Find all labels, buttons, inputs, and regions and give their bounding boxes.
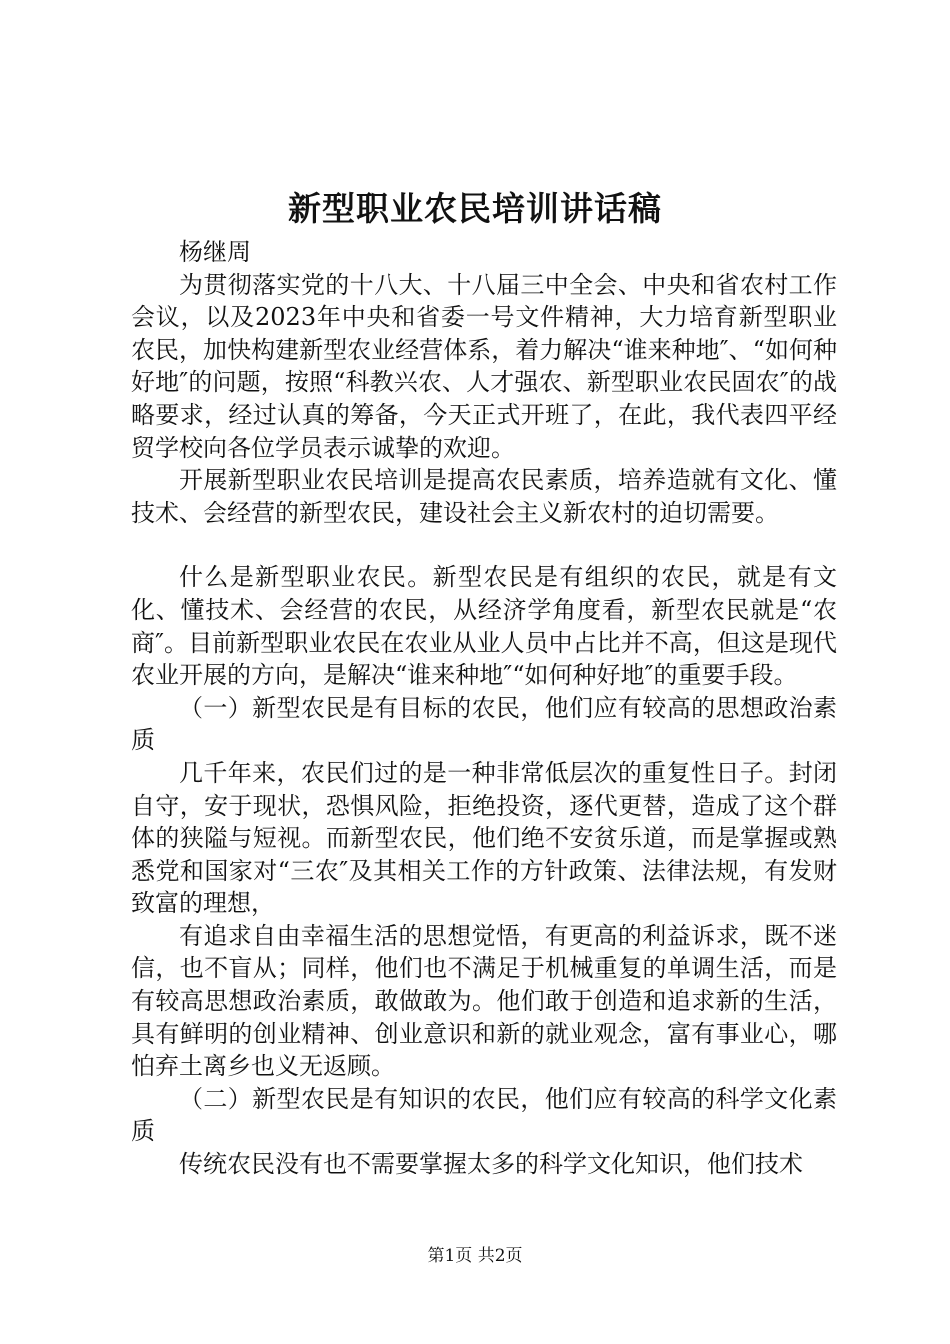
paragraph-traditional-life: 几千年来，农民们过的是一种非常低层次的重复性日子。封闭自守，安于现状，恐惧风险，拒绝投资，逐代更替，造成了这个群体的狭隘与短视。而新型农民，他们绝不安贫乐道，而是掌握或熟悉党和国家对“三农″及其相关工作的方针政策、法律法规，有发财致富的理想，: [131, 758, 837, 918]
page-number-footer: 第1页 共2页: [427, 1246, 523, 1266]
paragraph-opening: 为贯彻落实党的十八大、十八届三中全会、中央和省农村工作会议，以及2023年中央和省委一号文件精神，大力培育新型职业农民，加快构建新型农业经营体系，着力解决“谁来种地″、“如何种好地″的问题，按照“科教兴农、人才强农、新型职业农民固农″的战略要求，经过认真的筹备，今天正式开班了，在此，我代表四平经贸学校向各位学员表示诚挚的欢迎。: [131, 270, 837, 462]
section-heading-two: （二）新型农民是有知识的农民，他们应有较高的科学文化素质: [131, 1084, 837, 1146]
paragraph-new-aspirations: 有追求自由幸福生活的思想觉悟，有更高的利益诉求，既不迷信，也不盲从；同样，他们也不满足于机械重复的单调生活，而是有较高思想政治素质，敢做敢为。他们敢于创造和追求新的生活，具有鲜明的创业精神、创业意识和新的就业观念，富有事业心，哪怕弃土离乡也义无返顾。: [131, 921, 837, 1081]
paragraph-definition: 什么是新型职业农民。新型农民是有组织的农民，就是有文化、懂技术、会经营的农民，从经济学角度看，新型农民就是“农商″。目前新型职业农民在农业从业人员中占比并不高，但这是现代农业开展的方向，是解决“谁来种地″“如何种好地″的重要手段。: [131, 563, 837, 690]
document-body: [131, 236, 837, 1181]
author-name: 杨继周: [179, 238, 251, 266]
document-title: 新型职业农民培训讲话稿: [288, 189, 662, 228]
paragraph-training-need: 开展新型职业农民培训是提高农民素质，培养造就有文化、懂技术、会经营的新型农民，建设社会主义新农村的迫切需要。: [131, 466, 837, 527]
section-heading-one: （一）新型农民是有目标的农民，他们应有较高的思想政治素质: [131, 693, 837, 755]
paragraph-knowledge: 传统农民没有也不需要掌握太多的科学文化知识，他们技术: [179, 1150, 803, 1179]
